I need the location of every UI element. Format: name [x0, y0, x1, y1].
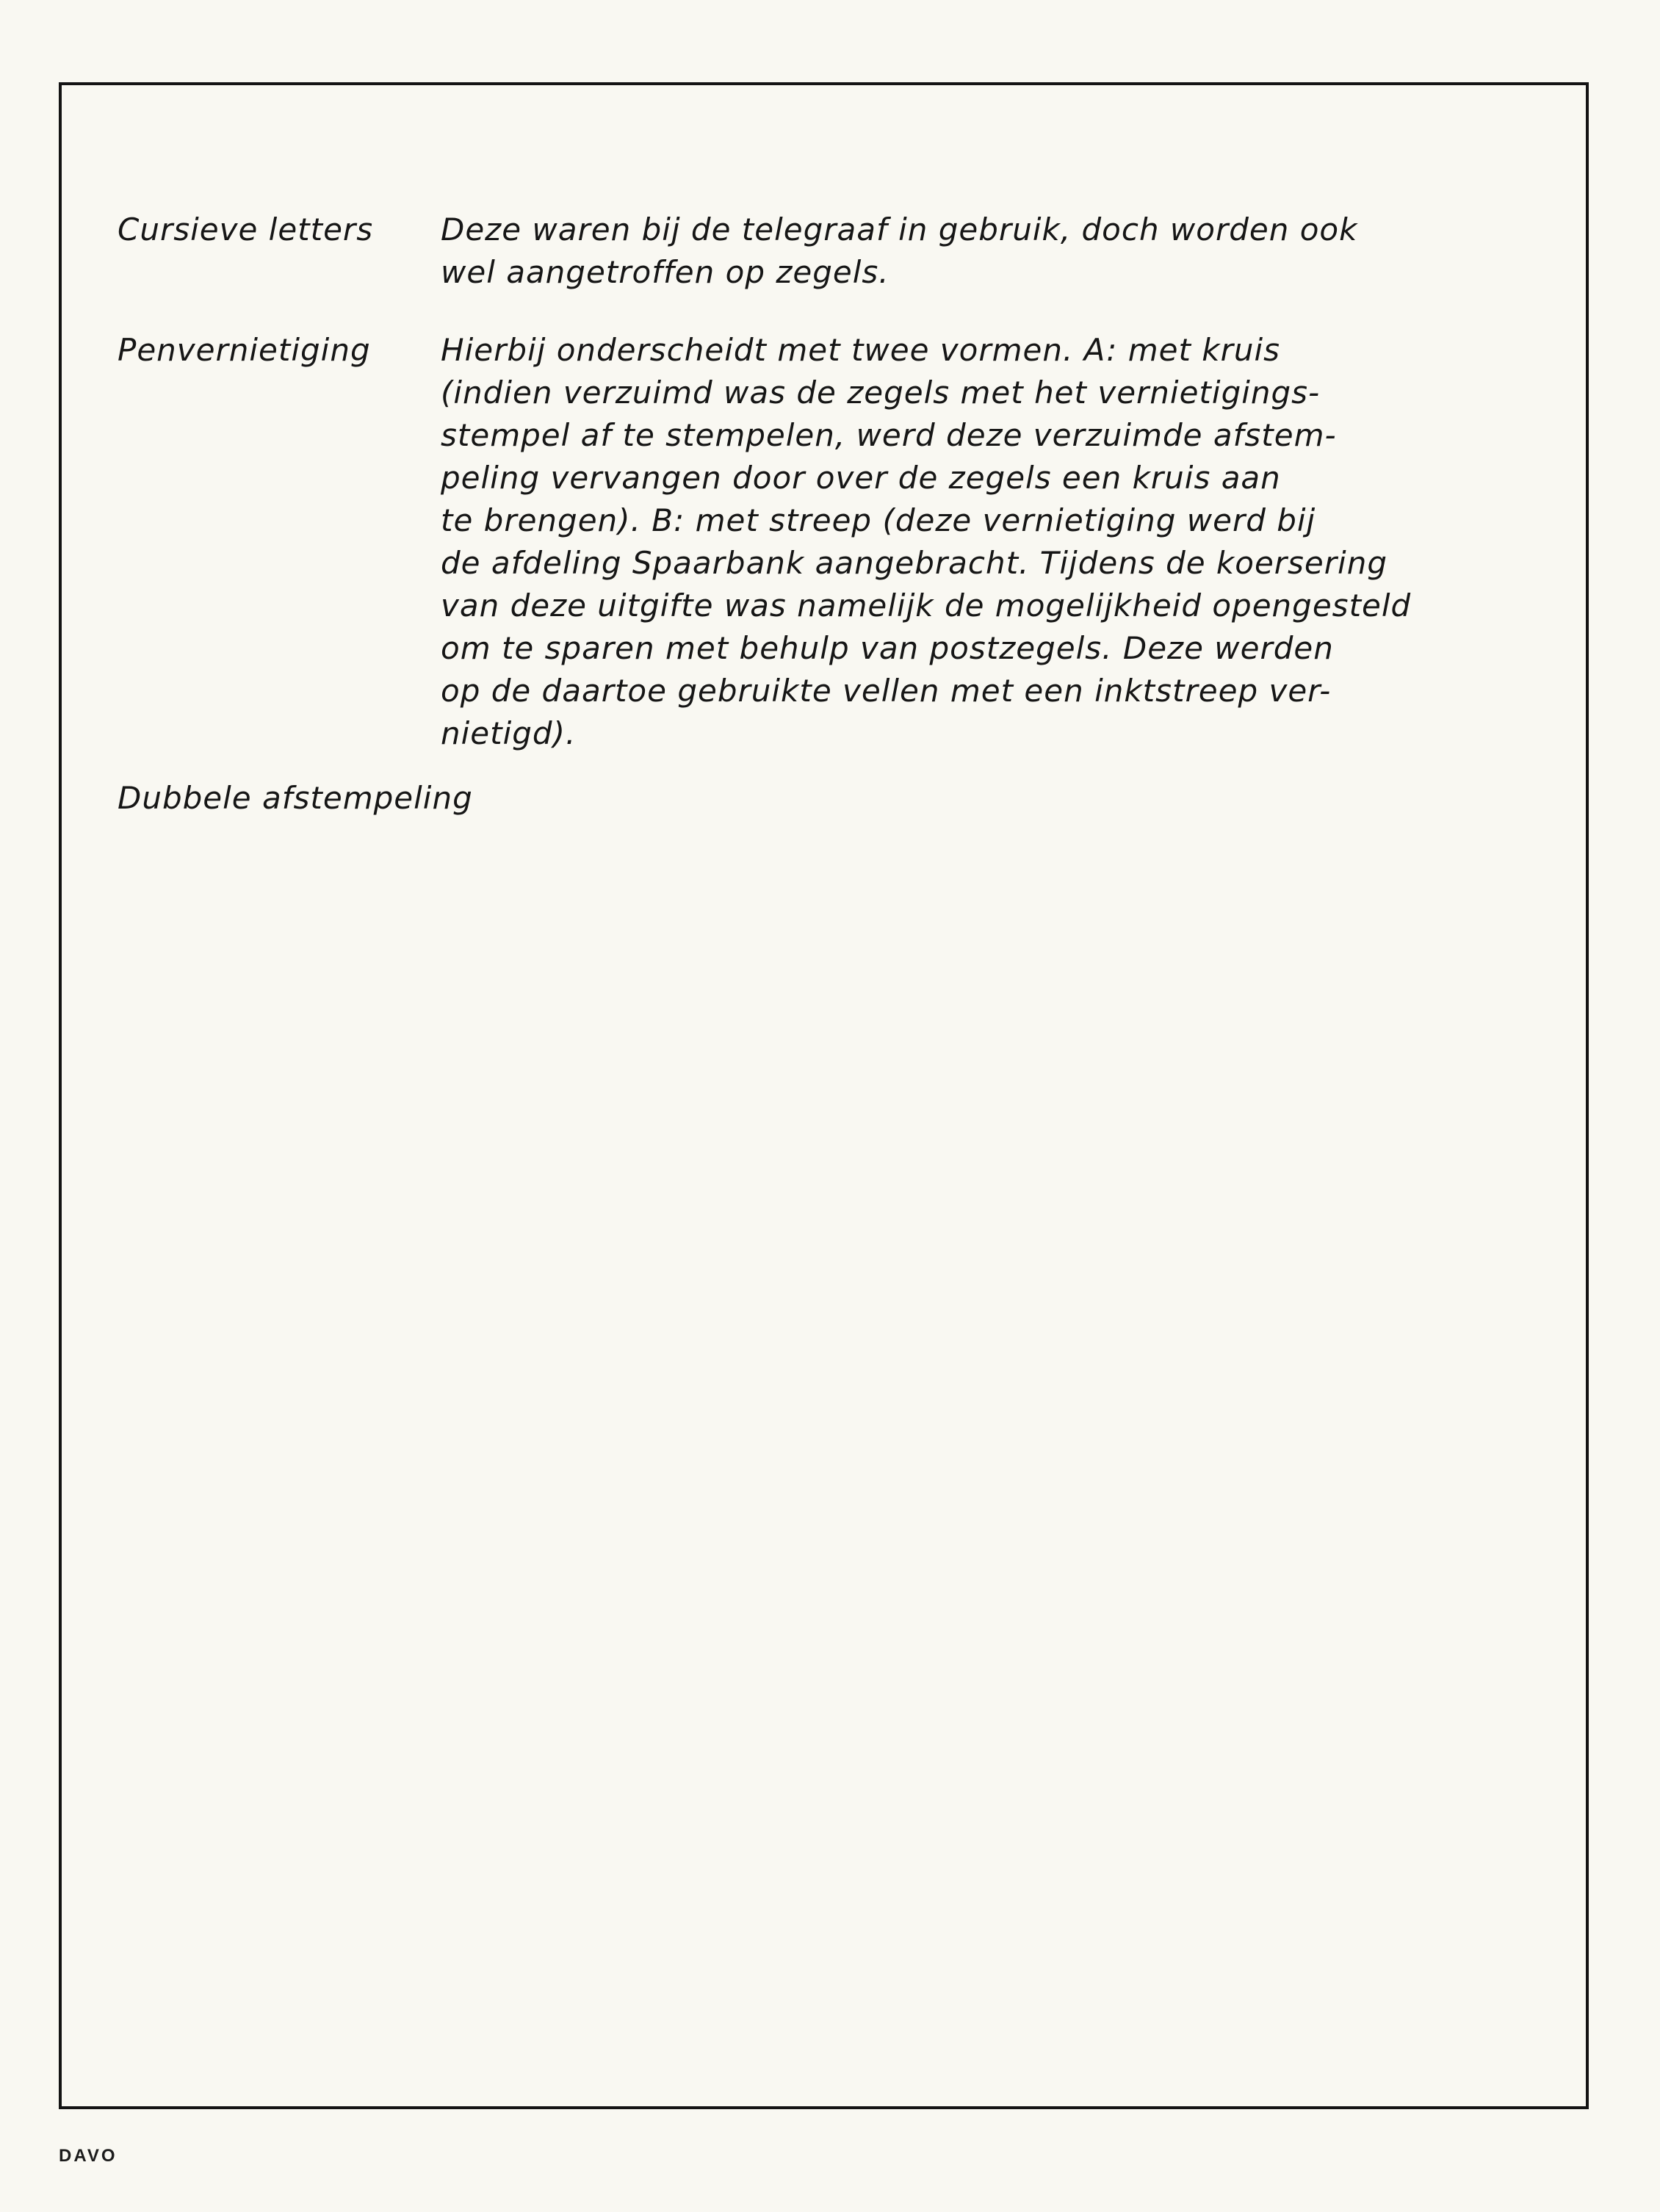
- description-line: (indien verzuimd was de zegels met het vernietigings-: [441, 375, 1321, 411]
- entry-term-penvernietiging: Penvernietiging: [118, 332, 371, 368]
- description-line: op de daartoe gebruikte vellen met een inktstreep ver-: [441, 673, 1332, 709]
- description-line: om te sparen met behulp van postzegels. Deze werden: [441, 630, 1334, 666]
- entry-term-cursieve-letters: Cursieve letters: [118, 212, 374, 247]
- entry-description-penvernietiging: [441, 329, 1484, 755]
- description-line: van deze uitgifte was namelijk de mogelijkheid opengesteld: [441, 588, 1412, 624]
- description-line: Deze waren bij de telegraaf in gebruik, doch worden ook: [441, 212, 1358, 247]
- description-line: Hierbij onderscheidt met twee vormen. A: met kruis: [441, 332, 1281, 368]
- description-line: peling vervangen door over de zegels een kruis aan: [441, 460, 1281, 496]
- description-line: te brengen). B: met streep (deze vernietiging werd bij: [441, 502, 1316, 538]
- entry-description-cursieve-letters: [441, 209, 1484, 294]
- description-line: wel aangetroffen op zegels.: [441, 254, 889, 290]
- description-line: nietigd).: [441, 715, 577, 751]
- description-line: stempel af te stempelen, werd deze verzuimde afstem-: [441, 417, 1337, 453]
- description-line: de afdeling Spaarbank aangebracht. Tijdens de koersering: [441, 545, 1387, 581]
- entry-term-dubbele-afstempeling: Dubbele afstempeling: [118, 780, 473, 816]
- publisher-mark: DAVO: [59, 2146, 118, 2166]
